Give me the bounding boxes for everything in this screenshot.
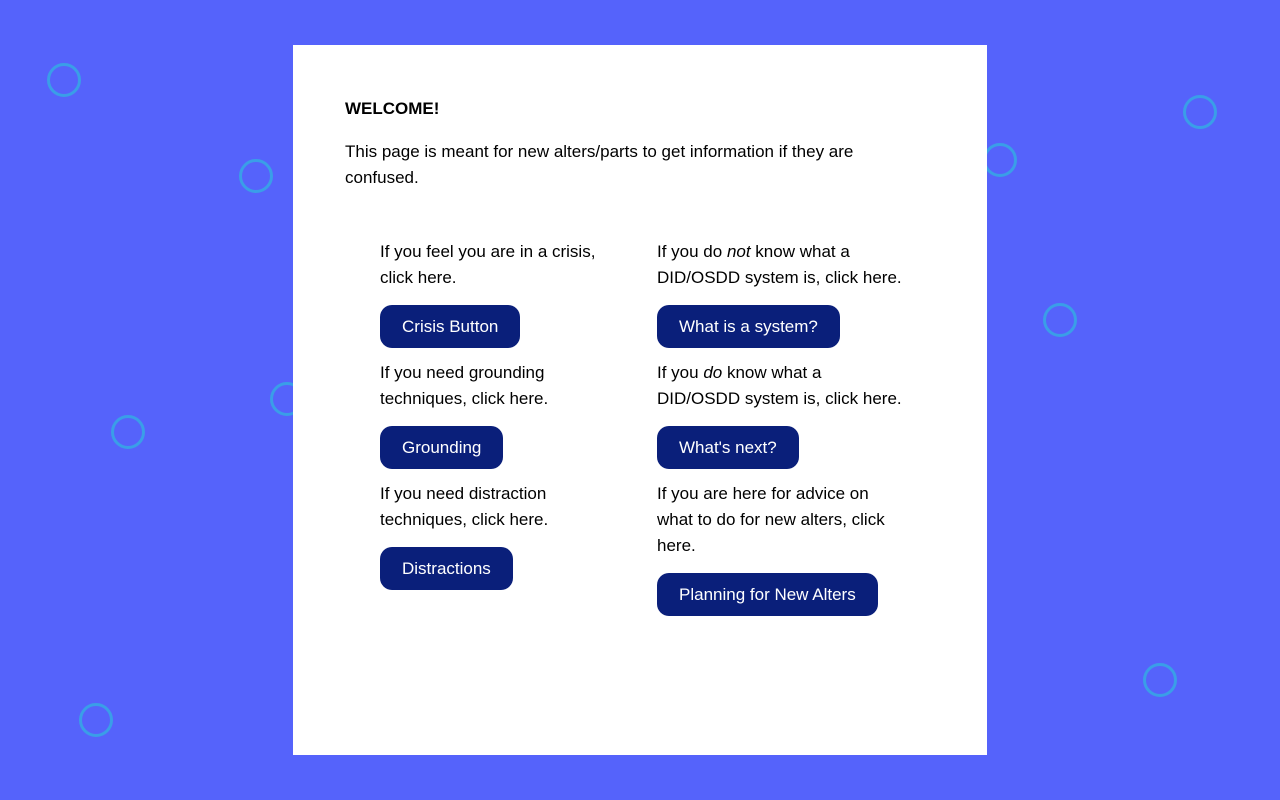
distractions-button[interactable]: Distractions <box>380 547 513 590</box>
distractions-prompt: If you need distraction techniques, click here. <box>380 484 549 529</box>
bubble-decoration <box>1143 663 1177 697</box>
left-column <box>380 239 620 602</box>
prompt-text: know what a DID/OSDD system is, click here. <box>657 242 902 287</box>
planning-button[interactable]: Planning for New Alters <box>657 573 878 616</box>
grounding-prompt: If you need grounding techniques, click here. <box>380 363 549 408</box>
right-column <box>657 239 907 628</box>
bubble-decoration <box>983 143 1017 177</box>
prompt-emphasis: do <box>703 363 723 382</box>
what-is-system-button[interactable]: What is a system? <box>657 305 840 348</box>
options-grid <box>380 239 920 719</box>
planning-prompt: If you are here for advice on what to do for new alters, click here. <box>657 484 885 555</box>
prompt-text: If you do <box>657 242 727 261</box>
bubble-decoration <box>1043 303 1077 337</box>
prompt-emphasis: not <box>726 242 751 261</box>
crisis-button[interactable]: Crisis Button <box>380 305 520 348</box>
bubble-decoration <box>79 703 113 737</box>
bubble-decoration <box>111 415 145 449</box>
grounding-button[interactable]: Grounding <box>380 426 503 469</box>
what-is-system-prompt <box>657 239 907 291</box>
crisis-prompt: If you feel you are in a crisis, click here. <box>380 242 596 287</box>
intro-text: This page is meant for new alters/parts to get information if they are confused. <box>345 142 854 187</box>
prompt-text: If you <box>657 363 704 382</box>
page-title: WELCOME! <box>345 99 440 118</box>
prompt-text: know what a DID/OSDD system is, click here. <box>657 363 902 408</box>
whats-next-button[interactable]: What's next? <box>657 426 799 469</box>
bubble-decoration <box>239 159 273 193</box>
bubble-decoration <box>1183 95 1217 129</box>
whats-next-prompt <box>657 360 907 412</box>
bubble-decoration <box>47 63 81 97</box>
welcome-card <box>293 45 987 755</box>
